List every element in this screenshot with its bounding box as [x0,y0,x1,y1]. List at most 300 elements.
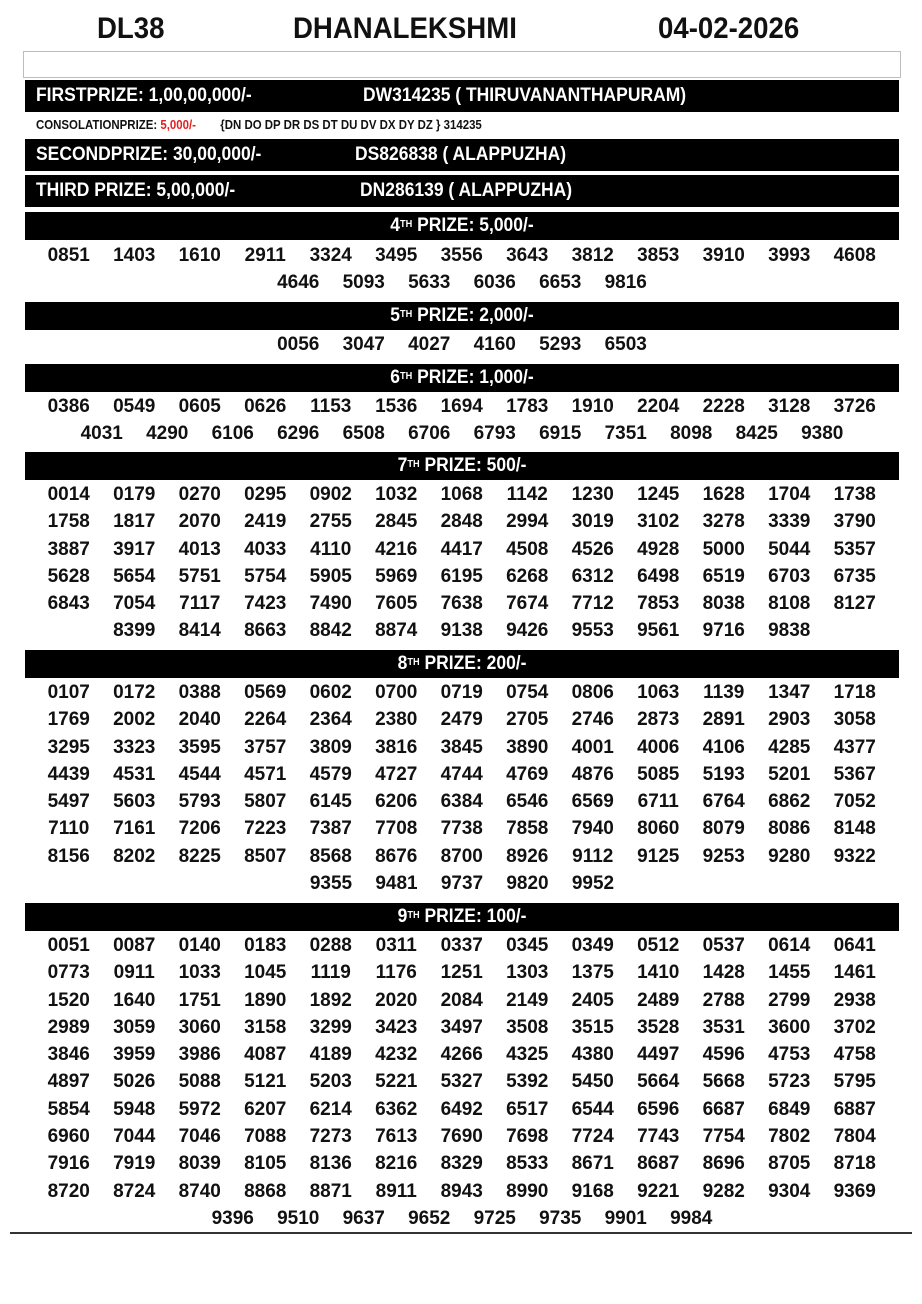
winning-number: 0569 [244,682,287,703]
winning-number: 9901 [604,1207,647,1229]
winning-number: 3556 [440,245,483,266]
winning-number: 5327 [440,1071,483,1093]
winning-number: 1428 [702,962,745,984]
winning-number: 9637 [342,1207,385,1229]
winning-number: 1610 [178,245,221,266]
winning-number: 6384 [440,791,483,813]
number-row [36,1123,888,1150]
winning-number: 3047 [342,334,385,355]
winning-number: 1230 [571,484,614,505]
winning-number: 2994 [506,511,549,533]
winning-number: 7605 [375,593,418,615]
winning-number: 6519 [702,565,745,587]
winning-number: 5654 [113,565,156,587]
winning-number: 4031 [80,423,123,445]
winning-number: 0337 [440,935,483,956]
winning-number: 8098 [670,423,713,445]
winning-number: 4758 [833,1044,876,1066]
winning-number: 5497 [47,791,90,813]
winning-number: 6312 [571,565,614,587]
winning-number: 3643 [506,245,549,266]
winning-number: 9652 [408,1207,451,1229]
winning-number: 7802 [768,1126,811,1148]
winning-number: 3726 [833,396,876,417]
winning-number: 7490 [309,593,352,615]
winning-number: 6653 [539,272,582,294]
winning-number: 6862 [768,791,811,813]
winning-number: 3702 [833,1016,876,1038]
consolation-label: CONSOLATIONPRIZE: [36,117,158,132]
consolation-series: {DN DO DP DR DS DT DU DV DX DY DZ } 314235 [220,117,482,132]
winning-number: 6711 [637,791,679,813]
winning-number: 9253 [702,845,745,867]
number-row [36,815,888,842]
winning-number: 8202 [113,845,156,867]
winning-number: 5664 [637,1071,680,1093]
winning-number: 1758 [47,511,90,533]
winning-number: 5201 [768,763,811,785]
winning-number: 8568 [309,845,352,867]
number-row [36,269,888,296]
winning-number: 6517 [506,1098,549,1120]
winning-number: 5293 [539,334,582,355]
winning-number: 3339 [768,511,811,533]
number-row [36,761,888,788]
winning-number: 7738 [440,818,483,840]
winning-number: 0537 [702,935,745,956]
winning-number: 9952 [571,873,615,895]
winning-number: 1045 [244,962,287,984]
prize-numbers-7 [36,481,888,645]
winning-number: 8705 [768,1153,811,1175]
winning-number: 6207 [244,1098,287,1120]
winning-number: 0626 [244,396,287,417]
winning-number: 4928 [637,538,680,560]
number-row [36,481,888,508]
winning-number: 4290 [146,423,189,445]
winning-number: 0270 [178,484,221,505]
winning-number: 3495 [375,245,418,266]
winning-number: 5969 [375,565,418,587]
winning-number: 1694 [440,396,483,417]
winning-number: 6498 [637,565,680,587]
winning-number: 1251 [440,962,483,984]
winning-number: 7054 [113,593,156,615]
winning-number: 8687 [637,1153,680,1175]
number-row [36,508,888,535]
number-row [36,932,888,959]
winning-number: 9168 [571,1180,614,1202]
winning-number: 5000 [702,538,745,560]
winning-number: 3295 [47,736,90,758]
winning-number: 3595 [178,736,221,758]
winning-number: 8105 [244,1153,287,1175]
winning-number: 5807 [244,791,287,813]
winning-number: 6703 [768,565,811,587]
winning-number: 6687 [702,1098,745,1120]
winning-number: 6764 [702,791,745,813]
winning-number: 3128 [768,396,811,417]
winning-number: 4033 [244,538,287,560]
winning-number: 3845 [440,736,483,758]
winning-number: 5392 [506,1071,549,1093]
winning-number: 4526 [571,538,614,560]
prize-header-label: 8TH PRIZE: 200/- [397,653,527,674]
winning-number: 4377 [833,736,876,758]
winning-number: 4013 [178,538,221,560]
winning-number: 9426 [506,620,549,642]
prize-header-label: 5TH PRIZE: 2,000/- [390,305,534,326]
winning-number: 9355 [309,873,353,895]
bottom-divider [10,1232,912,1234]
winning-number: 5754 [244,565,287,587]
winning-number: 1375 [571,962,614,984]
winning-number: 1892 [309,989,352,1011]
winning-number: 1769 [47,709,90,731]
winning-number: 8696 [702,1153,745,1175]
winning-number: 9510 [277,1207,320,1229]
winning-number: 8868 [244,1180,287,1202]
winning-number: 4285 [768,736,811,758]
winning-number: 3917 [113,538,156,560]
winning-number: 1033 [178,962,221,984]
winning-number: 3757 [244,736,287,758]
winning-number: 3809 [309,736,352,758]
winning-number: 5357 [833,538,876,560]
winning-number: 3508 [506,1016,549,1038]
winning-number: 1142 [506,484,548,505]
number-row [36,1178,888,1205]
winning-number: 7117 [179,593,221,615]
number-row [36,590,888,617]
winning-number: 1783 [506,396,549,417]
winning-number: 9481 [375,873,418,895]
winning-number: 9735 [539,1207,582,1229]
winning-number: 1403 [113,245,156,266]
winning-number: 6508 [342,423,385,445]
winning-number: 7754 [702,1126,745,1148]
winning-number: 0087 [113,935,156,956]
winning-number: 2020 [375,989,418,1011]
winning-number: 6706 [408,423,451,445]
winning-number: 3278 [702,511,745,533]
prize-numbers-6 [36,393,888,448]
winning-number: 2040 [178,709,221,731]
first-prize-bar [25,80,899,112]
winning-number: 9984 [670,1207,713,1229]
winning-number: 9322 [833,845,876,867]
winning-number: 0614 [768,935,811,956]
winning-number: 4508 [506,538,549,560]
winning-number: 7423 [244,593,287,615]
number-row [36,1014,888,1041]
winning-number: 7161 [113,818,156,840]
winning-number: 7804 [833,1126,876,1148]
winning-number: 9396 [211,1207,254,1229]
winning-number: 8127 [833,593,876,615]
winning-number: 5088 [178,1071,221,1093]
winning-number: 2845 [375,511,418,533]
winning-number: 2873 [637,709,680,731]
winning-number: 5085 [637,763,680,785]
prize-numbers-8 [36,679,888,897]
winning-number: 5193 [702,763,745,785]
winning-number: 9304 [768,1180,811,1202]
winning-number: 1063 [637,682,680,703]
winning-number: 1303 [506,962,549,984]
winning-number: 8663 [244,620,287,642]
winning-number: 4769 [506,763,549,785]
winning-number: 3058 [833,709,876,731]
winning-number: 2746 [571,709,614,731]
winning-number: 7858 [506,818,549,840]
winning-number: 2084 [440,989,483,1011]
winning-number: 0641 [833,935,876,956]
winning-number: 7853 [637,593,680,615]
winning-number: 4579 [309,763,352,785]
winning-number: 6887 [833,1098,876,1120]
lottery-name: DHANALEKSHMI [293,12,517,45]
winning-number: 4727 [375,763,418,785]
winning-number: 5121 [244,1071,287,1093]
winning-number: 8842 [309,620,352,642]
number-row [36,393,888,420]
consolation-amount: 5,000/- [160,117,196,132]
winning-number: 4380 [571,1044,614,1066]
winning-number: 5972 [178,1098,221,1120]
winning-number: 8874 [375,620,418,642]
winning-number: 8136 [309,1153,352,1175]
winning-number: 5668 [702,1071,745,1093]
winning-number: 4325 [506,1044,549,1066]
winning-number: 4531 [113,763,156,785]
winning-number: 1520 [47,989,90,1011]
winning-number: 3910 [702,245,745,266]
winning-number: 5203 [309,1071,352,1093]
blank-banner-box [23,51,901,78]
winning-number: 6106 [211,423,254,445]
winning-number: 6960 [47,1126,90,1148]
winning-number: 0806 [571,682,614,703]
winning-number: 8700 [440,845,483,867]
winning-number: 6503 [604,334,647,355]
second-prize-label: SECONDPRIZE: 30,00,000/- [36,144,262,165]
winning-number: 4497 [637,1044,680,1066]
winning-number: 6843 [47,593,90,615]
number-row [36,679,888,706]
draw-date: 04-02-2026 [658,12,800,45]
winning-number: 0311 [375,935,417,956]
winning-number: 0719 [440,682,483,703]
winning-number: 6596 [637,1098,680,1120]
number-row [36,1068,888,1095]
winning-number: 8399 [113,620,156,642]
winning-number: 9820 [506,873,549,895]
winning-number: 4266 [440,1044,483,1066]
winning-number: 0851 [47,245,90,266]
winning-number: 7088 [244,1126,287,1148]
winning-number: 0140 [178,935,221,956]
winning-number: 8039 [178,1153,221,1175]
winning-number: 8871 [309,1180,352,1202]
winning-number: 8720 [47,1180,90,1202]
number-row [36,870,888,897]
winning-number: 3887 [47,538,90,560]
winning-number: 0056 [277,334,320,355]
winning-number: 9725 [473,1207,516,1229]
winning-number: 7724 [571,1126,614,1148]
winning-number: 0183 [244,935,287,956]
prize-header-7 [25,452,899,480]
winning-number: 3102 [637,511,680,533]
winning-number: 8740 [178,1180,221,1202]
winning-number: 5854 [47,1098,90,1120]
winning-number: 5628 [47,565,90,587]
winning-number: 5367 [833,763,876,785]
number-row [36,788,888,815]
winning-number: 9221 [637,1180,680,1202]
winning-number: 0700 [375,682,418,703]
winning-number: 2891 [702,709,745,731]
number-row [36,617,888,644]
winning-number: 7708 [375,818,418,840]
winning-number: 6544 [571,1098,614,1120]
winning-number: 5221 [375,1071,418,1093]
winning-number: 7712 [571,593,614,615]
winning-number: 1176 [375,962,417,984]
winning-number: 8086 [768,818,811,840]
winning-number: 1628 [702,484,745,505]
prize-numbers-5 [36,331,888,358]
winning-number: 8533 [506,1153,549,1175]
winning-number: 9280 [768,845,811,867]
winning-number: 4006 [637,736,680,758]
number-row [36,706,888,733]
winning-number: 4106 [702,736,745,758]
winning-number: 2903 [768,709,811,731]
winning-number: 0902 [309,484,352,505]
winning-number: 0051 [47,935,90,956]
winning-number: 7223 [244,818,287,840]
winning-number: 1347 [768,682,811,703]
winning-number: 0773 [47,962,90,984]
winning-number: 7044 [113,1126,156,1148]
winning-number: 8108 [768,593,811,615]
winning-number: 4027 [408,334,451,355]
winning-number: 2479 [440,709,483,731]
winning-number: 1640 [113,989,156,1011]
winning-number: 6206 [375,791,418,813]
winning-number: 0911 [113,962,155,984]
winning-number: 7638 [440,593,483,615]
number-row [36,536,888,563]
winning-number: 3528 [637,1016,680,1038]
winning-number: 3323 [113,736,156,758]
winning-number: 5751 [178,565,221,587]
number-row [36,1096,888,1123]
winning-number: 2848 [440,511,483,533]
winning-number: 1068 [440,484,483,505]
winning-number: 0179 [113,484,156,505]
prize-header-5 [25,302,899,330]
winning-number: 5633 [408,272,451,294]
winning-number: 9561 [637,620,680,642]
winning-number: 9716 [702,620,745,642]
winning-number: 4232 [375,1044,418,1066]
winning-number: 8990 [506,1180,549,1202]
winning-number: 2002 [113,709,156,731]
winning-number: 6793 [473,423,516,445]
winning-number: 3158 [244,1016,287,1038]
winning-number: 4087 [244,1044,287,1066]
winning-number: 4160 [473,334,516,355]
winning-number: 8718 [833,1153,876,1175]
winning-number: 2799 [768,989,811,1011]
winning-number: 5905 [309,565,352,587]
winning-number: 7052 [833,791,876,813]
winning-number: 8911 [375,1180,417,1202]
winning-number: 1738 [833,484,876,505]
number-row [36,987,888,1014]
number-row [36,1150,888,1177]
winning-number: 1119 [310,962,351,984]
winning-number: 3959 [113,1044,156,1066]
number-row [36,734,888,761]
prize-header-9 [25,903,899,931]
winning-number: 8329 [440,1153,483,1175]
winning-number: 7351 [604,423,647,445]
winning-number: 9838 [768,620,811,642]
prize-header-label: 9TH PRIZE: 100/- [397,906,527,927]
winning-number: 7919 [113,1153,156,1175]
winning-number: 1153 [310,396,352,417]
winning-number: 3600 [768,1016,811,1038]
winning-number: 7743 [637,1126,680,1148]
winning-number: 8943 [440,1180,483,1202]
prize-numbers-4 [36,242,888,297]
winning-number: 3060 [178,1016,221,1038]
winning-number: 2989 [47,1016,90,1038]
winning-number: 6735 [833,565,876,587]
winning-number: 3019 [571,511,614,533]
winning-number: 8038 [702,593,745,615]
winning-number: 1910 [571,396,614,417]
winning-number: 4876 [571,763,614,785]
winning-number: 5795 [833,1071,876,1093]
winning-number: 9553 [571,620,614,642]
winning-number: 6268 [506,565,549,587]
winning-number: 1245 [637,484,680,505]
winning-number: 9816 [604,272,647,294]
winning-number: 1461 [833,962,876,984]
winning-number: 5450 [571,1071,614,1093]
winning-number: 3423 [375,1016,418,1038]
winning-number: 6214 [309,1098,352,1120]
number-row [36,331,888,358]
number-row [36,420,888,447]
winning-number: 6849 [768,1098,811,1120]
winning-number: 1890 [244,989,287,1011]
number-row [36,1205,888,1232]
winning-number: 6915 [539,423,582,445]
winning-number: 0107 [47,682,90,703]
winning-number: 0386 [47,396,90,417]
winning-number: 1455 [768,962,811,984]
number-row [36,843,888,870]
prize-header-6 [25,364,899,392]
winning-number: 8060 [637,818,680,840]
number-row [36,563,888,590]
